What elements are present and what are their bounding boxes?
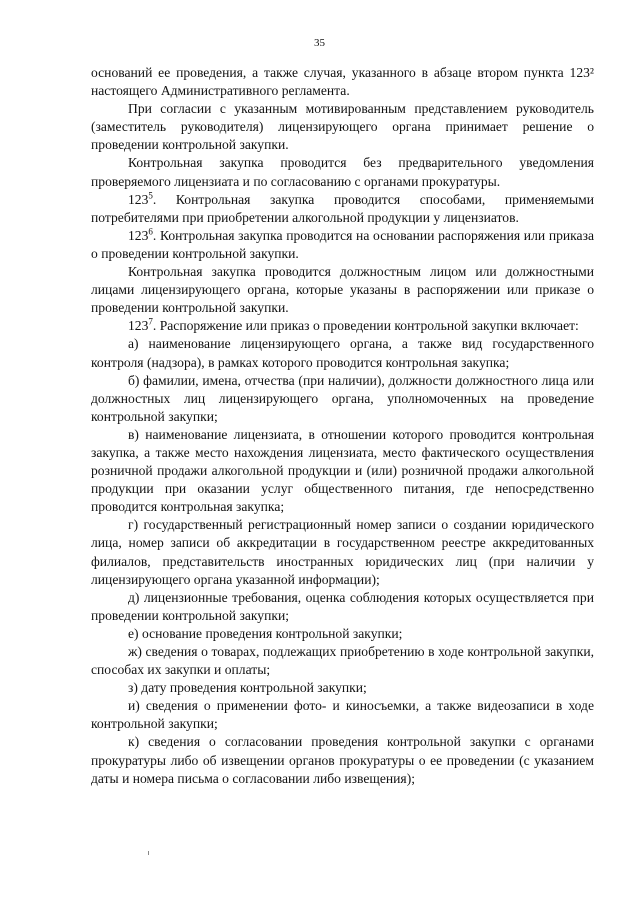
- scan-mark: [148, 851, 149, 855]
- paragraph: [91, 263, 594, 317]
- paragraph-text: е) основание проведения контрольной закупки;: [128, 625, 403, 641]
- clause-number: $123^5$: [128, 190, 153, 207]
- paragraph-text: Контрольная закупка проводится без предварительного уведомления проверяемого лицензиата и по согласованию с органами прокуратуры.: [91, 155, 594, 189]
- paragraph: [91, 733, 594, 787]
- paragraph: [91, 100, 594, 154]
- paragraph: [91, 335, 594, 371]
- paragraph: [91, 516, 594, 588]
- paragraph: [91, 317, 594, 335]
- paragraph-text: а) наименование лицензирующего органа, а также вид государственного контроля (надзора), в рамках которого проводится контрольная закупка;: [91, 336, 594, 370]
- clause-number: $123^7$: [128, 316, 153, 334]
- paragraph-text: к) сведения о согласовании проведения контрольной закупки с органами прокуратуры либо об извещении органов прокуратуры о ее проведении (с указанием даты и номера письма о согласовании либо извещения);: [91, 734, 594, 786]
- paragraph: [91, 154, 594, 190]
- paragraph-text: б) фамилии, имена, отчества (при наличии), должности должностного лица или должностных лиц лицензирующего органа, уполномоченных на проведение контрольной закупки;: [91, 372, 594, 424]
- clause-number: $123^6$: [128, 226, 153, 243]
- paragraph-text: ж) сведения о товарах, подлежащих приобретению в ходе контрольной закупки, способах их закупки и оплаты;: [91, 644, 594, 678]
- paragraph: [91, 372, 594, 426]
- paragraph: [91, 227, 594, 263]
- paragraph: [91, 426, 594, 516]
- clause-number-superscript: 7: [148, 316, 153, 327]
- paragraph-text: з) дату проведения контрольной закупки;: [128, 680, 367, 696]
- paragraph-text: При согласии с указанным мотивированным представлением руководитель (заместитель руководителя) лицензирующего органа принимает решение о проведении контрольной закупки.: [91, 101, 594, 153]
- paragraph: [91, 191, 594, 227]
- paragraph-text: Контрольная закупка проводится должностным лицом или должностными лицами лицензирующего органа, которые указаны в распоряжении или приказе о проведении контрольной закупки.: [91, 264, 594, 316]
- paragraph-text: д) лицензионные требования, оценка соблюдения которых осуществляется при проведении контрольной закупки;: [91, 589, 594, 623]
- paragraph: [91, 589, 594, 625]
- clause-number-superscript: 6: [148, 226, 153, 237]
- paragraph: [91, 679, 594, 697]
- paragraph-text: в) наименование лицензиата, в отношении которого проводится контрольная закупка, а также место нахождения лицензиата, место фактического осуществления розничной продажи алкогольной продукции и (или) розничной продажи алкогольной продукции при оказании услуг общественного питания, где непосредственно проводится контрольная закупка;: [91, 426, 594, 515]
- paragraph: [91, 64, 594, 100]
- paragraph-text: . Распоряжение или приказ о проведении контрольной закупки включает:: [152, 318, 579, 334]
- paragraph-text: . Контрольная закупка проводится способами, применяемыми потребителями при приобретении алкогольной продукции у лицензиатов.: [91, 191, 594, 225]
- paragraph-text: . Контрольная закупка проводится на основании распоряжения или приказа о проведении контрольной закупки.: [91, 227, 594, 261]
- paragraph: [91, 625, 594, 643]
- paragraph-text: и) сведения о применении фото- и киносъемки, а также видеозаписи в ходе контрольной закупки;: [91, 698, 594, 732]
- clause-number-superscript: 5: [148, 190, 153, 201]
- paragraph-text: оснований ее проведения, а также случая, указанного в абзаце втором пункта 123² настоящего Административного регламента.: [91, 65, 594, 99]
- paragraph-text: г) государственный регистрационный номер записи о создании юридического лица, номер записи об аккредитации в государственном реестре аккредитованных филиалов, представительств иностранных юридических лиц (при наличии у лицензирующего органа указанной информации);: [91, 517, 594, 587]
- paragraph: [91, 643, 594, 679]
- page-number: 35: [314, 37, 325, 49]
- document-body: [91, 64, 594, 788]
- paragraph: [91, 697, 594, 733]
